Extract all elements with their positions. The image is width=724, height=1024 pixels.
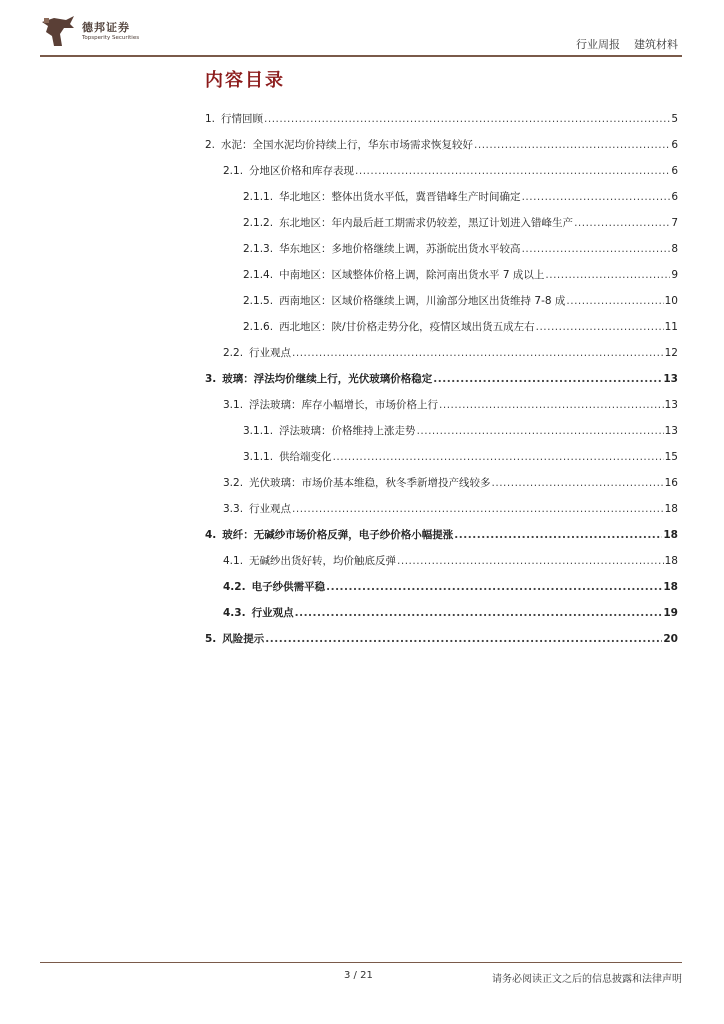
toc-entry-number: 2.1.4. — [243, 269, 274, 281]
toc-entry-number: 3.1. — [223, 399, 244, 411]
toc-entry[interactable] — [205, 100, 678, 126]
toc-entry[interactable] — [205, 360, 678, 386]
toc-entry[interactable] — [205, 308, 678, 334]
toc-entry-number: 4.1. — [223, 555, 244, 567]
toc-entry[interactable] — [205, 516, 678, 542]
toc-entry[interactable] — [205, 542, 678, 568]
toc-entry-page: 20 — [663, 633, 678, 645]
toc-entry[interactable] — [205, 204, 678, 230]
toc-entry-page: 8 — [671, 243, 678, 255]
toc-entry-title: 华北地区：整体出货水平低，冀晋错峰生产时间确定 — [279, 191, 521, 203]
toc-entry-page: 19 — [663, 607, 678, 619]
toc-leader-dots — [439, 398, 664, 412]
toc-entry-number: 4.2. — [223, 581, 246, 593]
toc-entry-page: 11 — [664, 321, 678, 333]
toc-entry[interactable] — [205, 230, 678, 256]
toc-entry[interactable] — [205, 620, 678, 646]
toc-entry-title: 分地区价格和库存表现 — [249, 165, 355, 177]
toc-entry[interactable] — [205, 464, 678, 490]
toc-leader-dots — [522, 242, 671, 256]
toc-leader-dots — [566, 294, 663, 308]
table-of-contents — [205, 100, 678, 646]
toc-entry-page: 15 — [664, 451, 678, 463]
logo-name: 德邦证券 — [82, 21, 130, 34]
toc-entry[interactable] — [205, 594, 678, 620]
toc-entry-page: 13 — [664, 425, 678, 437]
toc-entry[interactable] — [205, 282, 678, 308]
toc-entry-page: 13 — [664, 399, 678, 411]
toc-leader-dots — [522, 190, 671, 204]
toc-entry-page: 9 — [671, 269, 678, 281]
toc-entry-number: 5. — [205, 633, 217, 645]
toc-entry-page: 12 — [664, 347, 678, 359]
toc-entry-page: 6 — [671, 191, 678, 203]
toc-title: 内容目录 — [205, 70, 285, 91]
toc-entry-number: 3.3. — [223, 503, 244, 515]
page-number: 3 / 21 — [344, 970, 373, 981]
toc-entry[interactable] — [205, 334, 678, 360]
header-divider — [40, 55, 682, 57]
toc-entry-page: 7 — [671, 217, 678, 229]
toc-entry-number: 2.1.1. — [243, 191, 274, 203]
toc-entry-title: 浮法玻璃：价格维持上涨走势 — [279, 425, 416, 437]
toc-entry-number: 2.1.6. — [243, 321, 274, 333]
toc-entry-number: 3. — [205, 373, 217, 385]
toc-entry-number: 4. — [205, 529, 217, 541]
company-logo — [40, 14, 190, 48]
toc-entry-title: 华东地区：多地价格继续上调，苏浙皖出货水平较高 — [279, 243, 521, 255]
toc-leader-dots — [292, 502, 664, 516]
toc-entry-page: 18 — [664, 555, 678, 567]
toc-entry-page: 18 — [663, 529, 678, 541]
toc-entry[interactable] — [205, 152, 678, 178]
toc-entry-page: 18 — [663, 581, 678, 593]
toc-entry[interactable] — [205, 178, 678, 204]
toc-entry-title: 中南地区：区域整体价格上调，除河南出货水平 7 成以上 — [279, 269, 545, 281]
toc-entry-number: 1. — [205, 113, 216, 125]
toc-entry-title: 行业观点 — [249, 503, 292, 515]
toc-entry-title: 行业观点 — [251, 607, 294, 619]
toc-entry-page: 16 — [664, 477, 678, 489]
toc-leader-dots — [355, 164, 670, 178]
toc-entry[interactable] — [205, 386, 678, 412]
logo-english-name: Topsperity Securities — [82, 35, 140, 41]
toc-entry-title: 行业观点 — [249, 347, 292, 359]
toc-entry[interactable] — [205, 412, 678, 438]
toc-entry-title: 电子纱供需平稳 — [251, 581, 326, 593]
toc-entry-title: 浮法玻璃：库存小幅增长，市场价格上行 — [249, 399, 439, 411]
toc-entry-page: 6 — [671, 139, 678, 151]
toc-entry-title: 西北地区：陕/甘价格走势分化，疫情区域出货五成左右 — [279, 321, 535, 333]
toc-entry-title: 行情回顾 — [221, 113, 264, 125]
toc-leader-dots — [417, 424, 664, 438]
toc-entry-page: 6 — [671, 165, 678, 177]
toc-entry-number: 2. — [205, 139, 216, 151]
legal-disclaimer: 请务必阅读正文之后的信息披露和法律声明 — [492, 974, 682, 985]
toc-leader-dots — [454, 528, 662, 542]
toc-entry-page: 5 — [671, 113, 678, 125]
report-category — [576, 36, 678, 52]
toc-entry[interactable] — [205, 126, 678, 152]
toc-entry-number: 3.2. — [223, 477, 244, 489]
toc-entry-title: 无碱纱出货好转，均价触底反弹 — [249, 555, 397, 567]
toc-entry-number: 2.1. — [223, 165, 244, 177]
toc-entry-number: 3.1.1. — [243, 425, 274, 437]
toc-entry-number: 2.2. — [223, 347, 244, 359]
toc-leader-dots — [295, 606, 663, 620]
sector-name: 建筑材料 — [634, 38, 678, 51]
toc-entry-title: 玻纤：无碱纱市场价格反弹，电子纱价格小幅提涨 — [222, 529, 454, 541]
toc-leader-dots — [292, 346, 664, 360]
toc-entry[interactable] — [205, 438, 678, 464]
toc-entry-page: 18 — [664, 503, 678, 515]
toc-leader-dots — [326, 580, 662, 594]
toc-entry-page: 10 — [664, 295, 678, 307]
toc-entry-number: 2.1.2. — [243, 217, 274, 229]
toc-entry-title: 东北地区：年内最后赶工期需求仍较差，黑辽计划进入错峰生产 — [279, 217, 574, 229]
toc-entry-number: 3.1.1. — [243, 451, 274, 463]
footer-divider — [40, 962, 682, 963]
toc-leader-dots — [397, 554, 664, 568]
toc-leader-dots — [433, 372, 662, 386]
report-type: 行业周报 — [576, 38, 620, 51]
toc-entry-title: 水泥：全国水泥均价持续上行，华东市场需求恢复较好 — [221, 139, 474, 151]
toc-leader-dots — [333, 450, 664, 464]
toc-leader-dots — [265, 632, 662, 646]
toc-leader-dots — [545, 268, 670, 282]
page-header — [40, 12, 682, 56]
toc-leader-dots — [536, 320, 664, 334]
toc-entry[interactable] — [205, 490, 678, 516]
toc-leader-dots — [474, 138, 670, 152]
toc-entry-title: 西南地区：区域价格继续上调，川渝部分地区出货维持 7-8 成 — [279, 295, 566, 307]
toc-entry-title: 供给端变化 — [279, 451, 332, 463]
toc-leader-dots — [492, 476, 664, 490]
toc-leader-dots — [264, 112, 670, 126]
toc-entry-page: 13 — [663, 373, 678, 385]
toc-entry-number: 2.1.5. — [243, 295, 274, 307]
toc-entry[interactable] — [205, 256, 678, 282]
toc-entry[interactable] — [205, 568, 678, 594]
toc-entry-title: 光伏玻璃：市场价基本维稳，秋冬季新增投产线较多 — [249, 477, 491, 489]
toc-entry-title: 风险提示 — [222, 633, 265, 645]
logo-mark-icon — [40, 14, 76, 48]
toc-leader-dots — [574, 216, 670, 230]
toc-entry-number: 4.3. — [223, 607, 246, 619]
toc-entry-number: 2.1.3. — [243, 243, 274, 255]
toc-entry-title: 玻璃：浮法均价继续上行，光伏玻璃价格稳定 — [222, 373, 433, 385]
